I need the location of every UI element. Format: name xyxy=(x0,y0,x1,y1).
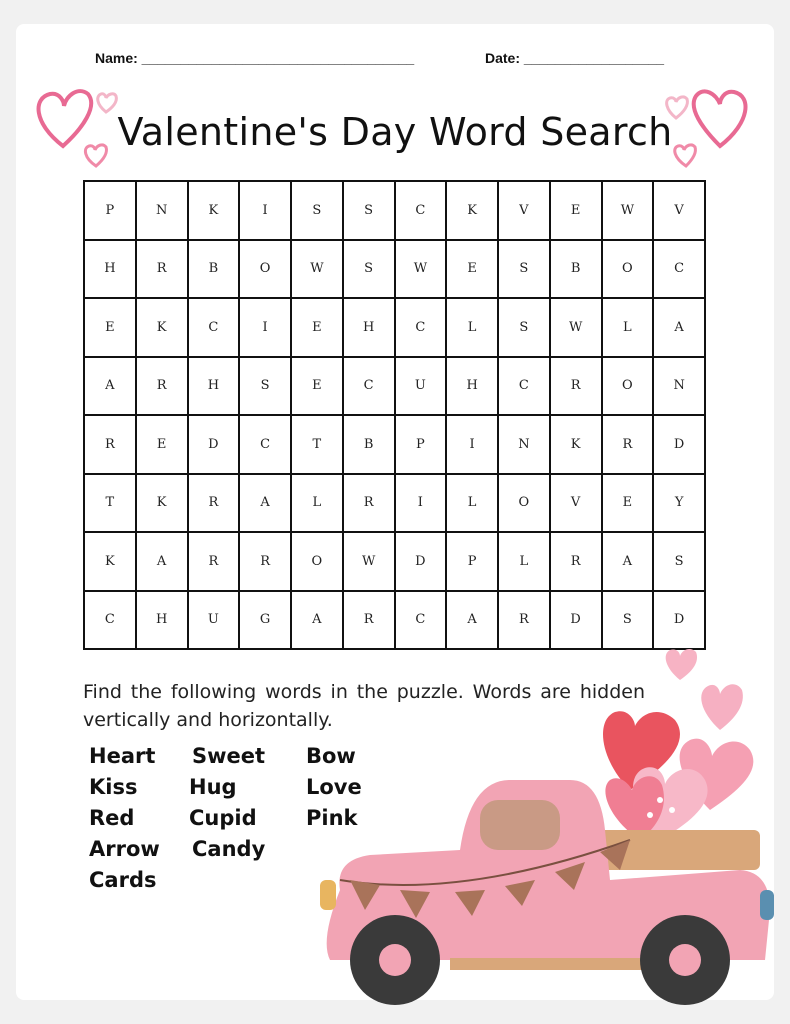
grid-cell: W xyxy=(343,532,395,591)
grid-cell: R xyxy=(188,532,240,591)
grid-cell: P xyxy=(84,181,136,240)
grid-cell: P xyxy=(395,415,447,474)
grid-cell: H xyxy=(446,357,498,416)
grid-cell: D xyxy=(653,415,705,474)
grid-cell: C xyxy=(84,591,136,650)
grid-cell: C xyxy=(239,415,291,474)
grid-cell: R xyxy=(498,591,550,650)
grid-cell: I xyxy=(446,415,498,474)
grid-cell: K xyxy=(84,532,136,591)
word-list-item: Hug xyxy=(189,775,237,799)
grid-cell: I xyxy=(395,474,447,533)
grid-cell: E xyxy=(291,357,343,416)
grid-cell: S xyxy=(343,240,395,299)
grid-cell: D xyxy=(395,532,447,591)
grid-cell: U xyxy=(395,357,447,416)
grid-cell: T xyxy=(291,415,343,474)
grid-cell: G xyxy=(239,591,291,650)
grid-cell: W xyxy=(291,240,343,299)
grid-cell: H xyxy=(188,357,240,416)
grid-cell: T xyxy=(84,474,136,533)
grid-cell: S xyxy=(653,532,705,591)
word-list-item: Pink xyxy=(306,806,358,830)
grid-cell: C xyxy=(188,298,240,357)
grid-cell: H xyxy=(343,298,395,357)
grid-cell: E xyxy=(291,298,343,357)
grid-cell: O xyxy=(239,240,291,299)
grid-cell: C xyxy=(498,357,550,416)
word-list-item: Heart xyxy=(89,744,156,768)
word-list-item: Candy xyxy=(192,837,266,861)
grid-cell: O xyxy=(602,357,654,416)
grid-cell: O xyxy=(498,474,550,533)
grid-cell: A xyxy=(653,298,705,357)
word-list-item: Bow xyxy=(306,744,356,768)
grid-cell: E xyxy=(136,415,188,474)
grid-cell: U xyxy=(188,591,240,650)
grid-cell: V xyxy=(550,474,602,533)
date-field-label: Date: __________________ xyxy=(485,50,665,66)
grid-cell: R xyxy=(343,474,395,533)
grid-cell: A xyxy=(291,591,343,650)
word-list-item: Kiss xyxy=(89,775,138,799)
grid-cell: S xyxy=(498,298,550,357)
word-list-item: Love xyxy=(306,775,362,799)
grid-cell: B xyxy=(343,415,395,474)
grid-cell: R xyxy=(239,532,291,591)
pink-truck-with-hearts-illustration xyxy=(310,640,780,1010)
grid-cell: O xyxy=(291,532,343,591)
grid-cell: K xyxy=(136,298,188,357)
grid-cell: N xyxy=(498,415,550,474)
grid-cell: H xyxy=(136,591,188,650)
grid-cell: S xyxy=(498,240,550,299)
grid-cell: P xyxy=(446,532,498,591)
grid-cell: V xyxy=(498,181,550,240)
grid-cell: S xyxy=(343,181,395,240)
grid-cell: L xyxy=(446,474,498,533)
page-title: Valentine's Day Word Search xyxy=(117,110,673,154)
grid-cell: A xyxy=(602,532,654,591)
grid-cell: R xyxy=(136,357,188,416)
grid-cell: R xyxy=(550,532,602,591)
grid-cell: R xyxy=(602,415,654,474)
grid-cell: K xyxy=(550,415,602,474)
grid-cell: A xyxy=(136,532,188,591)
word-list-item: Red xyxy=(89,806,135,830)
grid-cell: W xyxy=(602,181,654,240)
grid-cell: N xyxy=(653,357,705,416)
grid-cell: L xyxy=(446,298,498,357)
grid-cell: I xyxy=(239,298,291,357)
grid-cell: W xyxy=(550,298,602,357)
grid-cell: R xyxy=(550,357,602,416)
word-list-item: Cupid xyxy=(189,806,257,830)
grid-cell: O xyxy=(602,240,654,299)
grid-cell: K xyxy=(136,474,188,533)
grid-cell: W xyxy=(395,240,447,299)
grid-cell: B xyxy=(550,240,602,299)
grid-cell: Y xyxy=(653,474,705,533)
grid-cell: D xyxy=(188,415,240,474)
grid-cell: K xyxy=(188,181,240,240)
word-list-item: Arrow xyxy=(89,837,160,861)
grid-cell: R xyxy=(136,240,188,299)
grid-cell: L xyxy=(498,532,550,591)
grid-cell: R xyxy=(84,415,136,474)
grid-cell: E xyxy=(446,240,498,299)
grid-cell: R xyxy=(188,474,240,533)
grid-cell: A xyxy=(239,474,291,533)
grid-cell: D xyxy=(653,591,705,650)
grid-cell: K xyxy=(446,181,498,240)
grid-cell: E xyxy=(602,474,654,533)
grid-cell: N xyxy=(136,181,188,240)
grid-cell: E xyxy=(84,298,136,357)
grid-cell: R xyxy=(343,591,395,650)
grid-cell: L xyxy=(291,474,343,533)
grid-cell: C xyxy=(343,357,395,416)
grid-cell: C xyxy=(395,298,447,357)
word-list-item: Cards xyxy=(89,868,157,892)
grid-cell: I xyxy=(239,181,291,240)
instructions-text: Find the following words in the puzzle. Words are hidden vertically and horizontally. xyxy=(83,681,645,731)
grid-cell: B xyxy=(188,240,240,299)
word-search-grid xyxy=(83,180,706,650)
grid-cell: V xyxy=(653,181,705,240)
grid-cell: D xyxy=(550,591,602,650)
grid-cell: E xyxy=(550,181,602,240)
name-field-label: Name: ___________________________________ xyxy=(95,50,415,66)
grid-cell: S xyxy=(239,357,291,416)
grid-cell: C xyxy=(653,240,705,299)
grid-cell: C xyxy=(395,181,447,240)
grid-cell: H xyxy=(84,240,136,299)
word-list-item: Sweet xyxy=(192,744,266,768)
grid-cell: S xyxy=(291,181,343,240)
grid-cell: A xyxy=(446,591,498,650)
grid-cell: A xyxy=(84,357,136,416)
grid-cell: C xyxy=(395,591,447,650)
grid-cell: L xyxy=(602,298,654,357)
grid-cell: S xyxy=(602,591,654,650)
